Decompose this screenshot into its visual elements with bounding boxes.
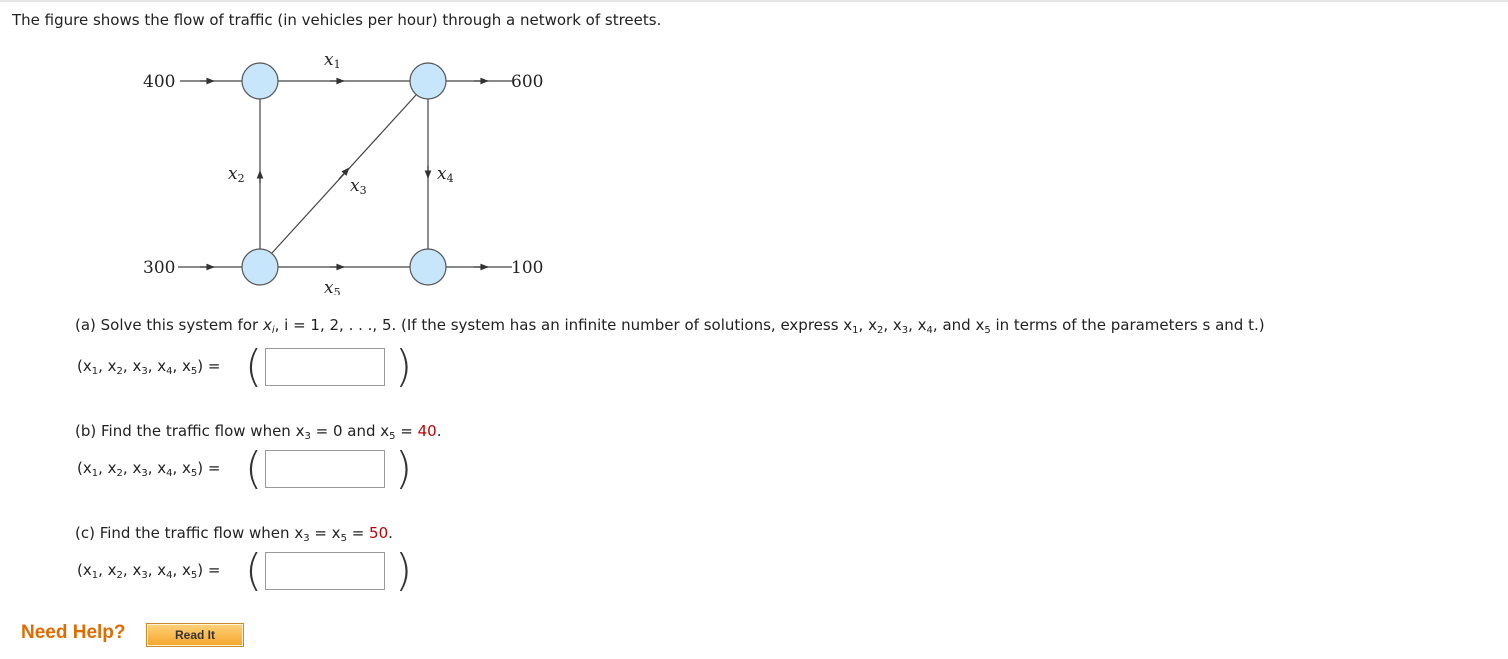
label-x1: x1 [324, 50, 341, 71]
tuple-label-b: ($x_1$, $x_2$, $x_3$, $x_4$, $x_5$) = [77, 459, 221, 479]
value-highlight: 50 [369, 524, 389, 542]
intersection-bottom-left [242, 249, 278, 285]
label-x4: x4 [437, 164, 454, 185]
problem-statement: The figure shows the flow of traffic (in vehicles per hour) through a network of streets. [12, 11, 662, 29]
left-paren: ( [245, 545, 263, 596]
right-paren: ) [395, 443, 413, 494]
right-paren: ) [395, 545, 413, 596]
question-part-b: (b) Find the traffic flow when $x_3 = 0$ and $x_5 = 40$. [75, 422, 442, 442]
traffic-network-diagram [130, 45, 560, 295]
label-x2: x2 [228, 164, 245, 185]
answer-input-c[interactable] [265, 552, 385, 590]
answer-input-a[interactable] [265, 348, 385, 386]
question-part-a: (a) Solve this system for $x_i$, i = 1, 2, . . ., 5. (If the system has an infinite number of solutions, express $x_1$, $x_2$, $x_3$, $x_4$, and $x_5$ in terms of the parameters s and t.) [75, 316, 1265, 336]
answer-input-b[interactable] [265, 450, 385, 488]
tuple-label-a: ($x_1$, $x_2$, $x_3$, $x_4$, $x_5$) = [77, 357, 221, 377]
left-paren: ( [245, 443, 263, 494]
tuple-label-c: ($x_1$, $x_2$, $x_3$, $x_4$, $x_5$) = [77, 561, 221, 581]
intersection-top-right [410, 63, 446, 99]
inflow-bottom-label: 300 [143, 258, 176, 278]
right-paren: ) [395, 341, 413, 392]
arrow-x3 [339, 168, 349, 179]
read-it-button[interactable]: Read It [146, 623, 244, 647]
question-part-c: (c) Find the traffic flow when $x_3 = x_5 = 50$. [75, 524, 393, 544]
label-x5: x5 [324, 278, 341, 295]
need-help-label: Need Help? [21, 622, 126, 643]
value-highlight: 40 [417, 422, 437, 440]
left-paren: ( [245, 341, 263, 392]
intersection-bottom-right [410, 249, 446, 285]
outflow-top-label: 600 [511, 72, 544, 92]
inflow-top-label: 400 [143, 72, 176, 92]
intersection-top-left [242, 63, 278, 99]
label-x3: x3 [350, 176, 367, 197]
outflow-bottom-label: 100 [511, 258, 544, 278]
top-divider [0, 0, 1508, 2]
